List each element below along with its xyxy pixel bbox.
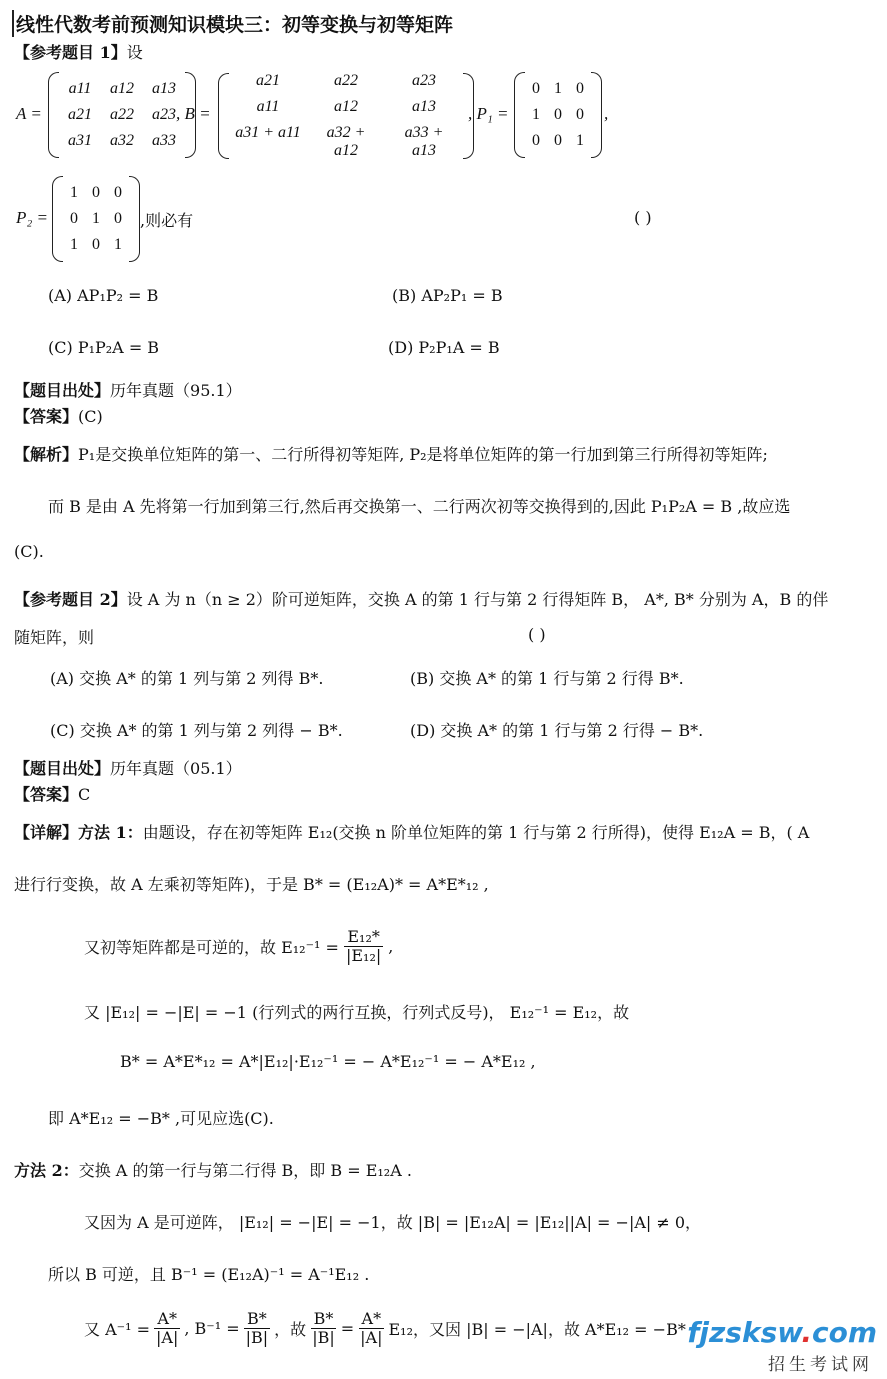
matrix-cell: a21	[256, 72, 280, 89]
q1-label-text: 【参考题目 1】	[14, 43, 127, 62]
q2-detail-3-pre: 又初等矩阵都是可逆的，故 E₁₂⁻¹ =	[84, 938, 339, 958]
q2-detail-1	[14, 820, 809, 843]
matrix-cell: a31	[68, 132, 92, 149]
fraction-numerator: A*	[359, 1310, 385, 1329]
left-bracket	[514, 72, 525, 158]
q2-stem-1	[14, 587, 828, 610]
matrix-p1	[514, 72, 602, 158]
matrix-cell: 0	[114, 210, 122, 227]
q2-m2-4-e: E₁₂，又因 |B| = −|A|，故 A*E₁₂ = −B* .	[388, 1320, 697, 1340]
q2-answer-paren: ( )	[528, 625, 546, 644]
matrix-cell: a13	[152, 80, 176, 97]
q2-method2-4	[84, 1310, 696, 1348]
page-title: 线性代数考前预测知识模块三：初等变换与初等矩阵	[12, 10, 453, 37]
q2-source	[14, 756, 242, 779]
matrix-cell: a21	[68, 106, 92, 123]
q2-source-label: 【题目出处】	[14, 759, 111, 778]
q2-detail-3-post: ,	[388, 937, 394, 957]
logo-tld: com	[811, 1316, 877, 1349]
matrix-cell: 0	[532, 80, 540, 97]
q2-method2-3: 所以 B 可逆，且 B⁻¹ = (E₁₂A)⁻¹ = A⁻¹E₁₂ .	[48, 1265, 370, 1284]
q2-answer	[14, 782, 90, 805]
matrix-cell: a13	[412, 98, 436, 115]
q2-method2-label: 方法 2：	[14, 1161, 79, 1180]
matrix-cell: a33 + a13	[404, 124, 444, 159]
q1-analysis-1	[14, 442, 768, 465]
left-bracket	[48, 72, 59, 158]
fraction-denominator: |B|	[245, 1328, 269, 1348]
q2-detail-2: 进行行变换，故 A 左乘初等矩阵)，于是 B* = (E₁₂A)* = A*E*₁₂ ,	[14, 875, 489, 894]
q1-answer-text: (C)	[78, 407, 103, 426]
matrix-b-grid	[229, 72, 463, 160]
matrix-cell: a32 + a12	[326, 124, 366, 159]
right-bracket	[591, 72, 602, 158]
left-bracket	[52, 176, 63, 262]
q2-detail-5: B* = A*E*₁₂ = A*|E₁₂|·E₁₂⁻¹ = − A*E₁₂⁻¹ = − A*E₁₂ ,	[120, 1052, 536, 1071]
matrix-cell: 0	[92, 236, 100, 253]
q2-label: 【参考题目 2】	[14, 590, 127, 609]
matrix-b	[218, 72, 474, 160]
matrix-cell: 0	[576, 106, 584, 123]
q2-detail-4: 又 |E₁₂| = −|E| = −1 (行列式的两行互换，行列式反号)， E₁₂⁻¹ = E₁₂，故	[84, 1003, 630, 1022]
q1-lead: 设	[126, 43, 143, 62]
matrix-cell: 1	[532, 106, 540, 123]
matrix-cell: a23	[412, 72, 436, 89]
matrix-cell: a11	[68, 80, 92, 97]
matrix-cell: 1	[554, 80, 562, 97]
matrix-cell: a12	[334, 98, 358, 115]
q2-m2-4-a: 又 A⁻¹ =	[84, 1320, 150, 1340]
q1-option-a: (A) AP₁P₂ = B	[48, 286, 159, 305]
q2-detail-text: 由题设，存在初等矩阵 E₁₂(交换 n 阶单位矩阵的第 1 行与第 2 行所得)，使得 E₁₂A = B，( A	[142, 823, 810, 842]
matrix-cell: a12	[110, 80, 134, 97]
matrix-cell: 0	[114, 184, 122, 201]
matrix-cell: a11	[256, 98, 280, 115]
matrix-p1-label: , P₁ =	[468, 104, 509, 123]
q2-method2-1	[14, 1158, 412, 1181]
fraction	[153, 1310, 181, 1348]
fraction-numerator: B*	[244, 1310, 270, 1329]
q2-method2-2: 又因为 A 是可逆阵， |E₁₂| = −|E| = −1，故 |B| = |E₁₂A| = |E₁₂||A| = −|A| ≠ 0，	[84, 1213, 702, 1232]
q1-analysis-2: 而 B 是由 A 先将第一行加到第三行,然后再交换第一、二行两次初等交换得到的,因此 P₁P₂A = B ,故应选	[48, 497, 791, 516]
q1-option-d: (D) P₂P₁A = B	[388, 338, 500, 357]
q2-source-text: 历年真题（05.1）	[110, 759, 242, 778]
matrix-cell: 0	[554, 106, 562, 123]
matrix-cell: 0	[92, 184, 100, 201]
matrix-cell: a22	[110, 106, 134, 123]
q2-option-d: (D) 交换 A* 的第 1 行与第 2 行得 − B*.	[410, 721, 704, 740]
q1-source-label: 【题目出处】	[14, 381, 111, 400]
q1-option-b: (B) AP₂P₁ = B	[392, 286, 503, 305]
matrix-a-label: A =	[16, 104, 42, 123]
comma: ,	[604, 104, 609, 123]
watermark-logo	[687, 1316, 877, 1349]
q2-answer-label: 【答案】	[14, 785, 79, 804]
q2-stem-2: 随矩阵，则	[14, 628, 95, 647]
q1-source-text: 历年真题（95.1）	[110, 381, 242, 400]
q1-source	[14, 378, 242, 401]
matrix-b-label: , B =	[176, 104, 211, 123]
logo-main: fjzsksw	[687, 1316, 802, 1349]
left-bracket	[218, 73, 229, 159]
matrix-cell: 0	[532, 132, 540, 149]
fraction-denominator: |A|	[360, 1328, 383, 1348]
right-bracket	[129, 176, 140, 262]
matrix-cell: 1	[576, 132, 584, 149]
fraction-denominator: |A|	[156, 1328, 179, 1348]
q2-detail-3	[84, 928, 393, 966]
q2-option-c: (C) 交换 A* 的第 1 列与第 2 列得 − B*.	[50, 721, 343, 740]
matrix-a	[48, 72, 196, 158]
q2-detail-label: 【详解】方法 1：	[14, 823, 143, 842]
fraction-numerator: A*	[154, 1310, 180, 1329]
q1-analysis-text: P₁是交换单位矩阵的第一、二行所得初等矩阵, P₂是将单位矩阵的第一行加到第三行所得初等矩阵;	[78, 445, 768, 464]
matrix-cell: a22	[334, 72, 358, 89]
fraction	[243, 1310, 272, 1348]
matrix-cell: 0	[70, 210, 78, 227]
fraction	[343, 928, 384, 966]
matrix-cell: a31 + a11	[235, 124, 301, 141]
fraction	[309, 1310, 338, 1348]
matrix-cell: 0	[576, 80, 584, 97]
fraction-denominator: |E₁₂|	[345, 946, 382, 966]
matrix-cell: a23	[152, 106, 176, 123]
q1-label	[14, 40, 143, 63]
matrix-cell: a33	[152, 132, 176, 149]
fraction-numerator: E₁₂*	[344, 928, 383, 947]
matrix-p1-grid	[525, 80, 591, 150]
fraction	[357, 1310, 385, 1348]
q1-answer-paren: ( )	[634, 208, 652, 227]
q2-detail-6: 即 A*E₁₂ = −B* ,可见应选(C).	[48, 1109, 274, 1128]
q2-method2-text: 交换 A 的第一行与第二行得 B，即 B = E₁₂A .	[78, 1161, 412, 1180]
q2-m2-4-d: =	[340, 1319, 355, 1339]
q2-option-b: (B) 交换 A* 的第 1 行与第 2 行得 B*.	[410, 669, 684, 688]
matrix-cell: 1	[70, 184, 78, 201]
fraction-denominator: |B|	[312, 1328, 335, 1348]
q1-answer	[14, 404, 103, 427]
matrix-a-grid	[59, 80, 185, 150]
q2-answer-text: C	[78, 785, 91, 804]
matrix-cell: 1	[114, 236, 122, 253]
q2-m2-4-b: , B⁻¹ =	[184, 1319, 240, 1339]
watermark-subtitle: 招生考试网	[768, 1355, 873, 1375]
logo-dot: .	[801, 1316, 812, 1349]
q2-m2-4-c: ，故	[274, 1320, 307, 1340]
q2-stem-text: 设 A 为 n（n ≥ 2）阶可逆矩阵，交换 A 的第 1 行与第 2 行得矩阵 B， A*, B* 分别为 A，B 的伴	[126, 590, 829, 609]
q1-option-c: (C) P₁P₂A = B	[48, 338, 160, 357]
q1-answer-label: 【答案】	[14, 407, 79, 426]
matrix-p2-grid	[63, 184, 129, 254]
matrix-p2	[52, 176, 140, 262]
q1-analysis-3: (C).	[14, 542, 44, 561]
q1-tail: ,则必有	[140, 211, 194, 230]
fraction-numerator: B*	[311, 1310, 337, 1329]
matrix-cell: 1	[92, 210, 100, 227]
matrix-cell: 0	[554, 132, 562, 149]
q1-analysis-label: 【解析】	[14, 445, 79, 464]
matrix-cell: a32	[110, 132, 134, 149]
q2-option-a: (A) 交换 A* 的第 1 列与第 2 列得 B*.	[50, 669, 324, 688]
matrix-p2-label: P₂ =	[16, 208, 49, 227]
matrix-cell: 1	[70, 236, 78, 253]
